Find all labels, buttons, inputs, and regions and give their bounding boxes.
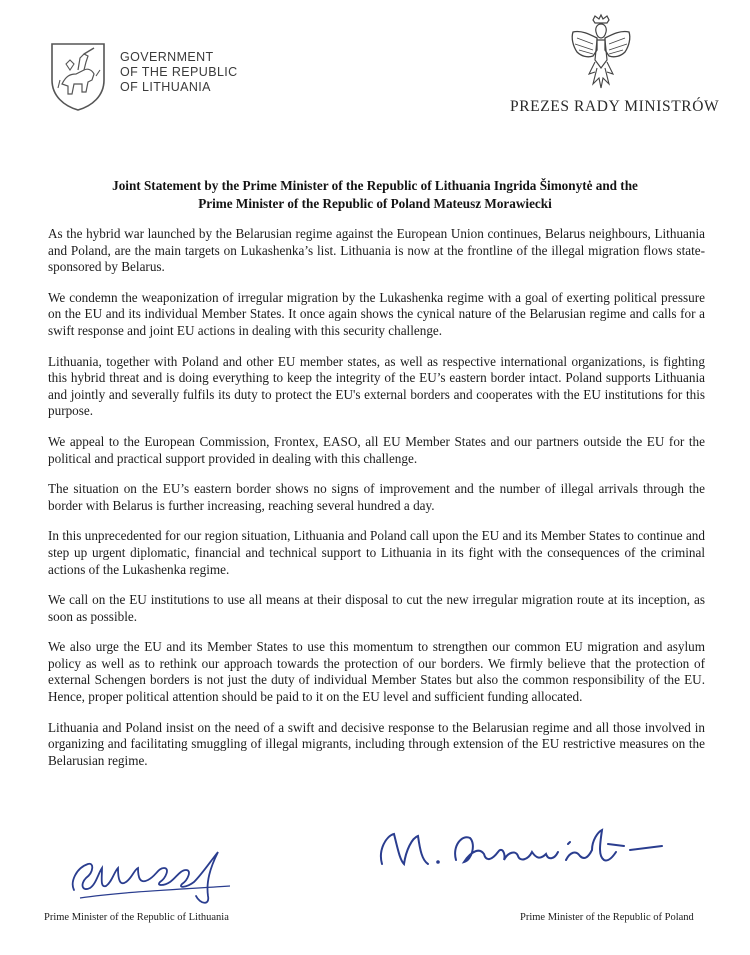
paragraph: Lithuania, together with Poland and other EU member states, as well as respective international organizations, is fighting this hybrid threat and is doing everything to keep the integrity of the EU’s eastern border intact. Poland supports Lithuania and jointly and severally fulfils its duty to protect the EU's external borders and cooperates with the EU institutions for this purpose. [48, 353, 705, 419]
paragraph: We condemn the weaponization of irregular migration by the Lukashenka regime with a goal of exerting political pressure on the EU and its individual Member States. It once again shows the cynical nature of the Belarusian regime and calls for a swift response and joint EU actions in dealing with this security challenge. [48, 289, 705, 338]
lithuania-heading-line-3: OF LITHUANIA [120, 80, 211, 94]
paragraph: Lithuania and Poland insist on the need of a swift and decisive response to the Belarusian regime and all those involved in organizing and facilitating smuggling of illegal migrants, including through extension of the EU restrictive measures on the Belarusian regime. [48, 719, 705, 768]
paragraph: The situation on the EU’s eastern border shows no signs of improvement and the number of illegal arrivals through the border with Belarus is further increasing, reaching several hundred a day. [48, 481, 705, 513]
lithuania-heading-line-2: OF THE REPUBLIC [120, 65, 238, 79]
statement-body [48, 226, 705, 783]
paragraph: As the hybrid war launched by the Belarusian regime against the European Union continues, Belarus neighbours, Lithuania and Poland, are the main targets on Lukashenka’s list. Lithuania is now at the frontline of the illegal migration flows state-sponsored by Belarus. [48, 226, 705, 275]
title-line-2: Prime Minister of the Republic of Poland Mateusz Morawiecki [198, 196, 552, 211]
poland-signature [372, 820, 692, 880]
statement-title [40, 177, 710, 213]
paragraph: In this unprecedented for our region situation, Lithuania and Poland call upon the EU and its Member States to continue and step up urgent diplomatic, financial and technical support to Lithuania in its fight with the consequences of the criminal actions of the Lukashenka regime. [48, 528, 705, 577]
lithuania-signature [60, 838, 250, 908]
paragraph: We also urge the EU and its Member States to use this momentum to strengthen our common EU migration and asylum policy as well as to rethink our approach towards the protection of our borders. We firmly believe that the protection of external Schengen borders is not just the duty of individual Member States but also the common responsibility of the EU. Hence, proper political attention should be paid to it on the EU level and sufficient funding allocated. [48, 639, 705, 705]
lithuania-government-heading [120, 50, 238, 95]
title-line-1: Joint Statement by the Prime Minister of the Republic of Lithuania Ingrida Šimonytė and the [112, 178, 638, 193]
white-eagle-icon [565, 12, 637, 92]
vytis-crest-icon [48, 40, 108, 112]
lithuania-signature-caption: Prime Minister of the Republic of Lithuania [44, 912, 229, 923]
paragraph: We call on the EU institutions to use all means at their disposal to cut the new irregular migration route at its inception, as soon as possible. [48, 592, 705, 624]
polish-prime-minister-office: PREZES RADY MINISTRÓW [510, 98, 720, 115]
lithuania-heading-line-1: GOVERNMENT [120, 50, 214, 64]
poland-signature-caption: Prime Minister of the Republic of Poland [520, 912, 694, 923]
paragraph: We appeal to the European Commission, Frontex, EASO, all EU Member States and our partners outside the EU for the political and practical support provided in dealing with this challenge. [48, 433, 705, 466]
